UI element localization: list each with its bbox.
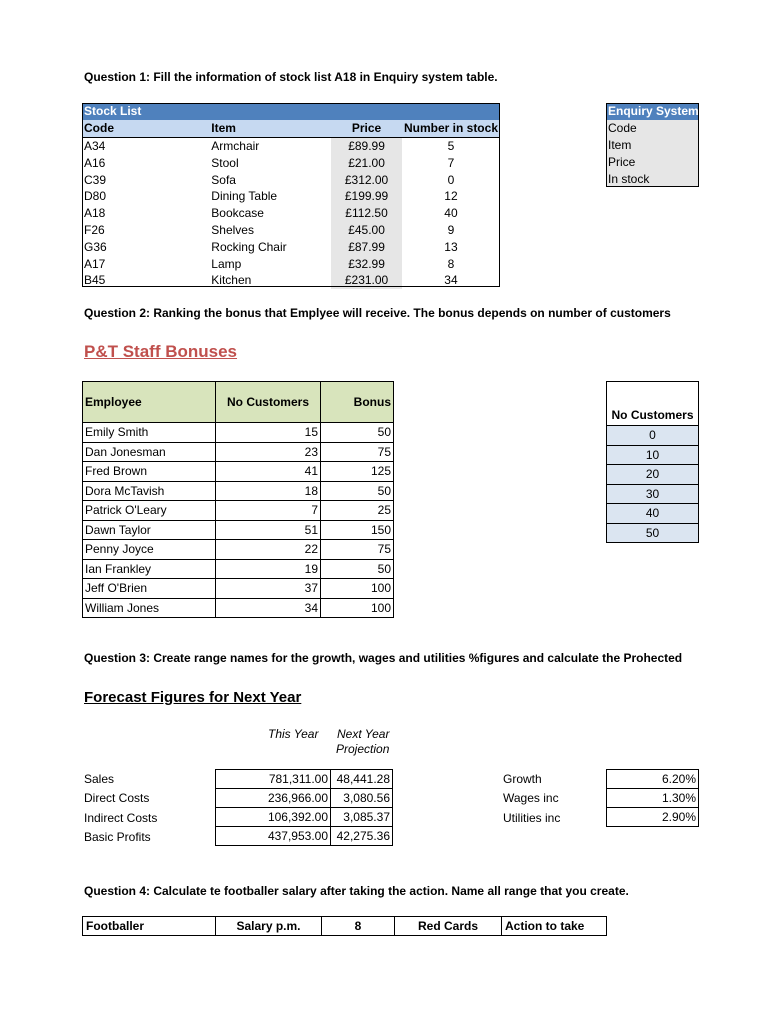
- bonus-customers: 51: [216, 520, 321, 540]
- stock-price: £112.50: [331, 205, 402, 222]
- forecast-col-this-year: This Year: [268, 727, 319, 741]
- forecast-row: [216, 827, 393, 846]
- bonus-row: [83, 579, 394, 599]
- enquiry-row-label: Code: [606, 120, 699, 137]
- bonus-row: [83, 462, 394, 482]
- stock-item: Lamp: [211, 256, 242, 271]
- stock-code: A18: [84, 206, 106, 221]
- stock-code: F26: [84, 222, 105, 237]
- stock-code: C39: [84, 172, 107, 187]
- no-customers-table: [606, 381, 699, 543]
- bonus-value: 150: [321, 520, 394, 540]
- bonus-row: [83, 501, 394, 521]
- bonus-row: [83, 598, 394, 618]
- football-header-footballer: Footballer: [83, 917, 216, 936]
- stock-item: Armchair: [211, 138, 260, 153]
- bonus-employee: Dan Jonesman: [83, 442, 216, 462]
- stock-list-table: [82, 103, 500, 289]
- forecast-this-year: 236,966.00: [216, 789, 331, 808]
- stock-number: 9: [447, 222, 455, 237]
- bonus-value: 50: [321, 481, 394, 501]
- stock-row: [82, 238, 500, 255]
- stock-item: Shelves: [211, 222, 254, 237]
- no-customers-value: 20: [607, 465, 699, 485]
- forecast-row: [216, 770, 393, 789]
- football-header-red-cards: Red Cards: [395, 917, 502, 936]
- stock-row: [82, 171, 500, 188]
- bonus-customers: 18: [216, 481, 321, 501]
- stock-code: D80: [84, 189, 107, 204]
- stock-price: £312.00: [331, 171, 402, 188]
- stock-code: A16: [84, 155, 106, 170]
- question-3: Question 3: Create range names for the growth, wages and utilities %figures and calculate the Prohected: [84, 651, 683, 665]
- forecast-row-label: Sales: [84, 772, 115, 786]
- question-4: Question 4: Calculate te footballer salary after taking the action. Name all range that you create.: [84, 884, 629, 898]
- enquiry-system-table: [606, 103, 699, 187]
- football-header-salary: Salary p.m.: [216, 917, 322, 936]
- football-header-8: 8: [322, 917, 395, 936]
- bonus-row: [83, 520, 394, 540]
- forecast-row: [216, 808, 393, 827]
- stock-number: 5: [447, 138, 455, 153]
- question-2: Question 2: Ranking the bonus that Emplyee will receive. The bonus depends on number of customers: [84, 306, 671, 320]
- rate-value: 6.20%: [607, 770, 699, 789]
- enquiry-row-label: Item: [606, 137, 699, 154]
- bonus-employee: Emily Smith: [83, 423, 216, 443]
- stock-row: [82, 154, 500, 171]
- stock-row: [82, 188, 500, 205]
- rate-value: 1.30%: [607, 789, 699, 808]
- bonus-value: 100: [321, 598, 394, 618]
- football-header-action: Action to take: [502, 917, 607, 936]
- stock-item: Sofa: [211, 172, 236, 187]
- bonus-row: [83, 423, 394, 443]
- bonus-employee: William Jones: [83, 598, 216, 618]
- bonus-heading: P&T Staff Bonuses: [84, 342, 238, 361]
- bonus-value: 125: [321, 462, 394, 482]
- bonus-customers: 41: [216, 462, 321, 482]
- stock-row: [82, 205, 500, 222]
- no-customers-value: 40: [607, 504, 699, 524]
- stock-row: [82, 255, 500, 272]
- bonus-employee: Patrick O'Leary: [83, 501, 216, 521]
- stock-row: [82, 272, 500, 289]
- bonus-customers: 34: [216, 598, 321, 618]
- footballer-table: [82, 916, 607, 936]
- forecast-row-label: Basic Profits: [84, 829, 151, 844]
- forecast-next-year: 42,275.36: [331, 827, 393, 846]
- forecast-col-projection: Projection: [336, 742, 390, 756]
- stock-price: £231.00: [331, 272, 402, 289]
- bonus-value: 50: [321, 559, 394, 579]
- forecast-col-next-year: Next Year: [337, 727, 390, 741]
- question-1: Question 1: Fill the information of stock list A18 in Enquiry system table.: [84, 70, 498, 84]
- stock-number: 40: [444, 206, 458, 221]
- stock-price: £45.00: [331, 222, 402, 239]
- stock-number: 12: [444, 189, 458, 204]
- forecast-next-year: 3,085.37: [331, 808, 393, 827]
- no-customers-value: 10: [607, 445, 699, 465]
- stock-price: £87.99: [331, 238, 402, 255]
- forecast-this-year: 437,953.00: [216, 827, 331, 846]
- forecast-row: [216, 789, 393, 808]
- rate-label: Growth: [503, 772, 542, 786]
- rate-label: Wages inc: [503, 791, 559, 806]
- stock-price: £89.99: [331, 137, 402, 154]
- stock-number: 0: [447, 172, 455, 187]
- enquiry-title: Enquiry System: [608, 104, 699, 119]
- bonus-value: 50: [321, 423, 394, 443]
- stock-number: 7: [447, 155, 455, 170]
- bonus-employee: Jeff O'Brien: [83, 579, 216, 599]
- stock-item: Kitchen: [211, 273, 252, 288]
- stock-price: £21.00: [331, 154, 402, 171]
- enquiry-row-label: In stock: [606, 170, 699, 187]
- bonus-customers: 23: [216, 442, 321, 462]
- stock-item: Stool: [211, 155, 239, 170]
- bonus-header-employee: Employee: [83, 382, 216, 423]
- forecast-this-year: 106,392.00: [216, 808, 331, 827]
- stock-header-price: Price: [331, 120, 402, 137]
- bonus-value: 25: [321, 501, 394, 521]
- stock-code: B45: [84, 273, 106, 288]
- rates-table: [606, 769, 699, 827]
- bonus-employee: Ian Frankley: [83, 559, 216, 579]
- rate-value: 2.90%: [607, 808, 699, 827]
- stock-list-title: Stock List: [82, 103, 500, 120]
- bonus-customers: 22: [216, 540, 321, 560]
- stock-number: 34: [444, 273, 458, 288]
- stock-header-item: Item: [209, 120, 331, 137]
- bonus-value: 100: [321, 579, 394, 599]
- bonus-row: [83, 442, 394, 462]
- stock-price: £199.99: [331, 188, 402, 205]
- stock-number: 13: [444, 239, 458, 254]
- bonus-value: 75: [321, 540, 394, 560]
- enquiry-row-label: Price: [606, 153, 699, 170]
- no-customers-header: No Customers: [607, 382, 699, 426]
- bonus-employee: Dora McTavish: [83, 481, 216, 501]
- stock-header-code: Code: [82, 120, 209, 137]
- forecast-row-label: Direct Costs: [84, 791, 150, 806]
- stock-item: Bookcase: [211, 206, 264, 221]
- bonus-employee: Dawn Taylor: [83, 520, 216, 540]
- stock-number: 8: [447, 256, 455, 271]
- stock-row: [82, 222, 500, 239]
- stock-code: A34: [84, 138, 106, 153]
- bonus-row: [83, 540, 394, 560]
- forecast-row-label: Indirect Costs: [84, 810, 158, 825]
- stock-row: [82, 137, 500, 154]
- no-customers-value: 30: [607, 484, 699, 504]
- stock-price: £32.99: [331, 255, 402, 272]
- rate-label: Utilities inc: [503, 810, 561, 825]
- bonus-row: [83, 481, 394, 501]
- forecast-table: [215, 769, 393, 846]
- bonus-value: 75: [321, 442, 394, 462]
- stock-code: A17: [84, 256, 106, 271]
- stock-item: Rocking Chair: [211, 239, 287, 254]
- forecast-title: Forecast Figures for Next Year: [84, 689, 302, 706]
- forecast-next-year: 3,080.56: [331, 789, 393, 808]
- forecast-this-year: 781,311.00: [216, 770, 331, 789]
- stock-item: Dining Table: [211, 189, 278, 204]
- no-customers-value: 50: [607, 523, 699, 543]
- bonus-table: [82, 381, 394, 618]
- bonus-header-bonus: Bonus: [321, 382, 394, 423]
- forecast-next-year: 48,441.28: [331, 770, 393, 789]
- bonus-header-customers: No Customers: [216, 382, 321, 423]
- bonus-customers: 7: [216, 501, 321, 521]
- stock-header-number: Number in stock: [403, 121, 498, 136]
- no-customers-value: 0: [607, 426, 699, 446]
- bonus-customers: 19: [216, 559, 321, 579]
- bonus-employee: Penny Joyce: [83, 540, 216, 560]
- bonus-row: [83, 559, 394, 579]
- bonus-customers: 15: [216, 423, 321, 443]
- bonus-employee: Fred Brown: [83, 462, 216, 482]
- stock-code: G36: [84, 239, 107, 254]
- bonus-customers: 37: [216, 579, 321, 599]
